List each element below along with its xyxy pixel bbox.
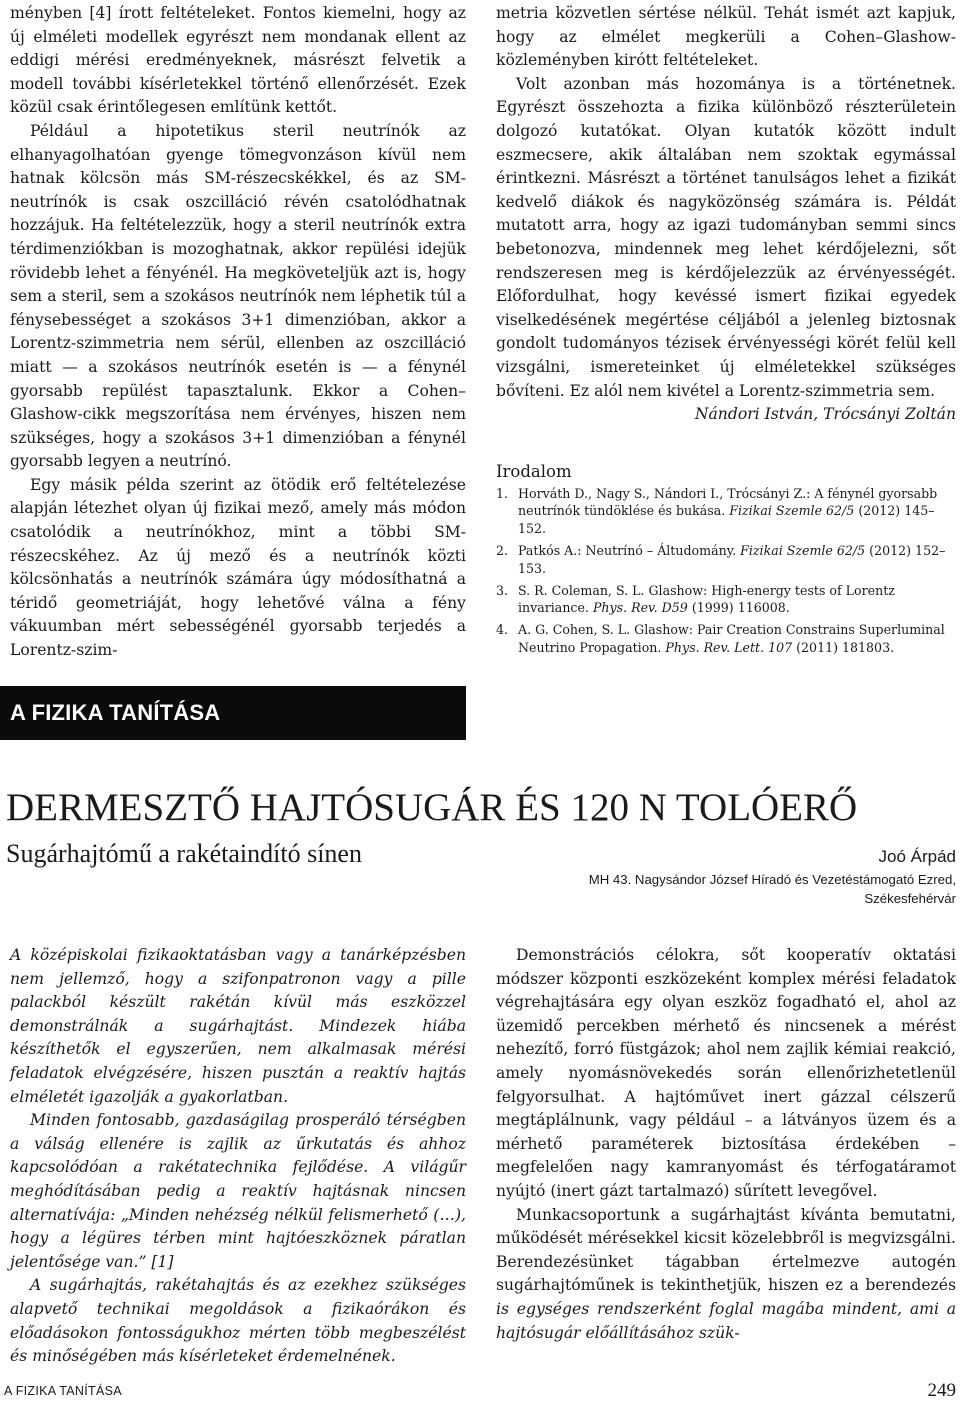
reference-tail: (2011) 181803. — [792, 640, 895, 656]
article-subtitle: Sugárhajtómű a rakétaindító sínen — [6, 839, 362, 868]
reference-number: 4. — [496, 622, 509, 638]
reference-authors: Patkós A.: Neutrínó – Áltudomány. — [518, 543, 741, 559]
emphasis-text: is egységes rendszerként foglal magába mindent, ami a hajtósugár előállításához szük- — [496, 1299, 956, 1342]
article-title: DERMESZTŐ HAJTÓSUGÁR ÉS 120 N TOLÓERŐ — [6, 786, 858, 829]
paragraph — [496, 1204, 956, 1346]
reference-number: 3. — [496, 582, 509, 598]
footer-section-label: A FIZIKA TANÍTÁSA — [4, 1384, 122, 1398]
reference-journal: Phys. Rev. Lett. 107 — [665, 640, 793, 656]
paragraph: ményben [4] írott feltételeket. Fontos kiemelni, hogy az új elméleti modellek egyrészt nem mondanak ellent az eddigi mérési eredményeknek, másrészt felvetik a modell további kísérletekkel történő ellenőrzését. Ezek közül csak érintőlegesen említünk kettőt. — [10, 4, 466, 117]
paragraph: Demonstrációs célokra, sőt kooperatív oktatási módszer központi eszközeként komplex mérési feladatok végrehajtására egy olyan eszköz fogadható el, ahol az üzemidő percekben mérhető és nincsenek a mérést nehezítő, forró füstgázok; ahol nem zajlik kémiai reakció, amely nyomásnövekedés során ellenőrizhetetlenül felgyorsulhat. A hajtóművet inert gázzal célszerű megtáplálnunk, vagy például – a látványos üzem és a mérhető paraméterek biztosítása érdekében – megfelelően nagy kamranyomást és térfogatáramot nyújtó (inert gázt tartalmazó) sűrített levegővel. — [496, 946, 956, 1200]
author-signature: Nándori István, Trócsányi Zoltán — [694, 405, 956, 424]
reference-tail: (2012) 145–152. — [518, 503, 935, 537]
reference-authors: S. R. Coleman, S. L. Glashow: High-energy tests of Lorentz invariance. — [518, 582, 895, 616]
paragraph: Egy másik példa szerint az ötödik erő feltételezése alapján létezhet olyan új fizikai mező, amely más módon csatolódik a neutrínókhoz, mint a többi SM-részecskéhez. Az új mező és a neutrínók közti kölcsönhatás a neutrínók számára úgy módosíthatná a téridő geometriáját, hogy lehetővé válna a fény vákuumban mért sebességénél gyorsabb terjedés a Lorentz-szim- — [10, 475, 466, 660]
reference-item — [496, 621, 956, 657]
right-column-top — [496, 2, 956, 661]
reference-item — [496, 485, 956, 538]
abstract-paragraph: A középiskolai fizikaoktatásban vagy a tanárképzésben nem jellemző, hogy a szifonpatronon vagy a pille palackból készült rakétán kívül más eszközzel demonstrálnák a sugárhajtást. Mindezek hiába készíthetők el egyszerűen, nem alkalmasak mérési feladatok elvégzésére, hiszen pusztán a reaktív hajtás elméletét igazolják a gyakorlatban. — [10, 946, 466, 1106]
abstract-paragraph: Minden fontosabb, gazdaságilag prosperáló térségben a válság ellenére is zajlik az űrkutatás és ahhoz kapcsolódóan a rakétatechnika fejlődése. A világűr meghódításában pedig a reaktív hajtásnak nincsen alternatívája: „Minden nehézség nélkül felismerhető (…), hogy a légüres térben mint hajtóeszköznek páratlan jelentősége van.” [1] — [10, 1111, 466, 1271]
reference-number: 2. — [496, 543, 509, 559]
reference-tail: (1999) 116008. — [687, 600, 790, 616]
reference-authors: Horváth D., Nagy S., Nándori I., Trócsányi Z.: A fénynél gyorsabb neutrínók tündöklése és bukása. — [518, 485, 938, 519]
reference-journal: Fizikai Szemle 62/5 — [740, 543, 866, 559]
reference-item — [496, 582, 956, 618]
reference-number: 1. — [496, 485, 509, 501]
reference-item — [496, 542, 956, 578]
paragraph: Volt azonban más hozománya is a történetnek. Egyrészt összehozta a fizika különböző részterületein dolgozó kutatókat. Olyan kutatók között indult eszmecsere, akik általában nem szoktak egymással érintkezni. Másrészt a történet tanulságos lehet a fizikát kedvelő diákok és nagyközönség számára is. Példát mutatott arra, hogy az igazi tudományban semmi sincs bebetonozva, mindennek meg lehet kérdőjelezni, sőt rendszeresen meg is kérdőjelezzük az érvényességét. Előfordulhat, hogy kevéssé ismert fizikai egyedek viselkedésének megértése céljából a jelenleg biztosnak gondolt tudományos tézisek érvényességi körét felül kell vizsgálni, ismereteinket új elméletekkel szükséges bővíteni. Ez alól nem kivétel a Lorentz-szimmetria sem. — [496, 74, 956, 400]
reference-authors: A. G. Cohen, S. L. Glashow: Pair Creation Constrains Superluminal Neutrino Propagation. — [518, 622, 945, 656]
reference-journal: Fizikai Szemle 62/5 — [729, 503, 855, 519]
paragraph: Például a hipotetikus steril neutrínók az elhanyagolhatóan gyenge tömegvonzáson kívül nem hatnak kölcsön más SM-részecskékkel, és az SM-neutrínók is csak oszcilláció révén csatolódhatnak hozzájuk. Ha feltételezzük, hogy a steril neutrínók extra térdimenziókban is mozoghatnak, akkor repülési idejük rövidebb lehet a fényénél. Ha megköveteljük azt is, hogy sem a steril, sem a szokásos neutrínók nem léphetik túl a fénysebességet a szokásos 3+1 dimenzióban, akkor a Lorentz-szimmetria nem sérül, ellenben az oszcilláció miatt — a szokásos neutrínók esetén is — a fénynél gyorsabb repülést tapasztalunk. Ekkor a Cohen–Glashow-cikk megszorítása nem érvényes, hiszen nem szükséges, hogy a szokásos 3+1 dimenzióban a fénynél gyorsabb legyen a neutrínó. — [10, 121, 466, 471]
reference-tail: (2012) 152–153. — [518, 543, 946, 576]
page-number: 249 — [927, 1380, 956, 1401]
author-affiliation: MH 43. Nagysándor József Híradó és Vezetéstámogató Ezred, Székesfehérvár — [588, 872, 956, 906]
reference-journal: Phys. Rev. D59 — [592, 600, 688, 616]
section-banner — [0, 686, 466, 740]
section-label: A FIZIKA TANÍTÁSA — [10, 700, 221, 725]
paragraph-text: Munkacsoportunk a sugárhajtást kívánta bemutatni, működését mérésekkel kicsit közelebbről is megvizsgálni. Berendezésünket tágabban értelmezve autogén sugárhajtóműnek is tekinthetjük, hiszen ez a berendezés — [496, 1205, 956, 1295]
abstract-paragraph: A sugárhajtás, rakétahajtás és az ezekhez szükséges alapvető technikai megoldások a fizikaórákon és előadásokon fontosságukhoz mérten több megbeszélést és minőségében más kísérleteket érdemelnének. — [10, 1276, 466, 1366]
right-column-bottom — [496, 944, 956, 1345]
references-list — [496, 485, 956, 657]
left-column-top — [10, 2, 466, 663]
references-heading: Irodalom — [496, 461, 572, 481]
abstract — [10, 944, 466, 1369]
paragraph: metria közvetlen sértése nélkül. Tehát ismét azt kapjuk, hogy az elmélet megkerüli a Cohen–Glashow-közleményben kirótt feltételeket. — [496, 4, 956, 70]
author-name: Joó Árpád — [878, 847, 956, 866]
